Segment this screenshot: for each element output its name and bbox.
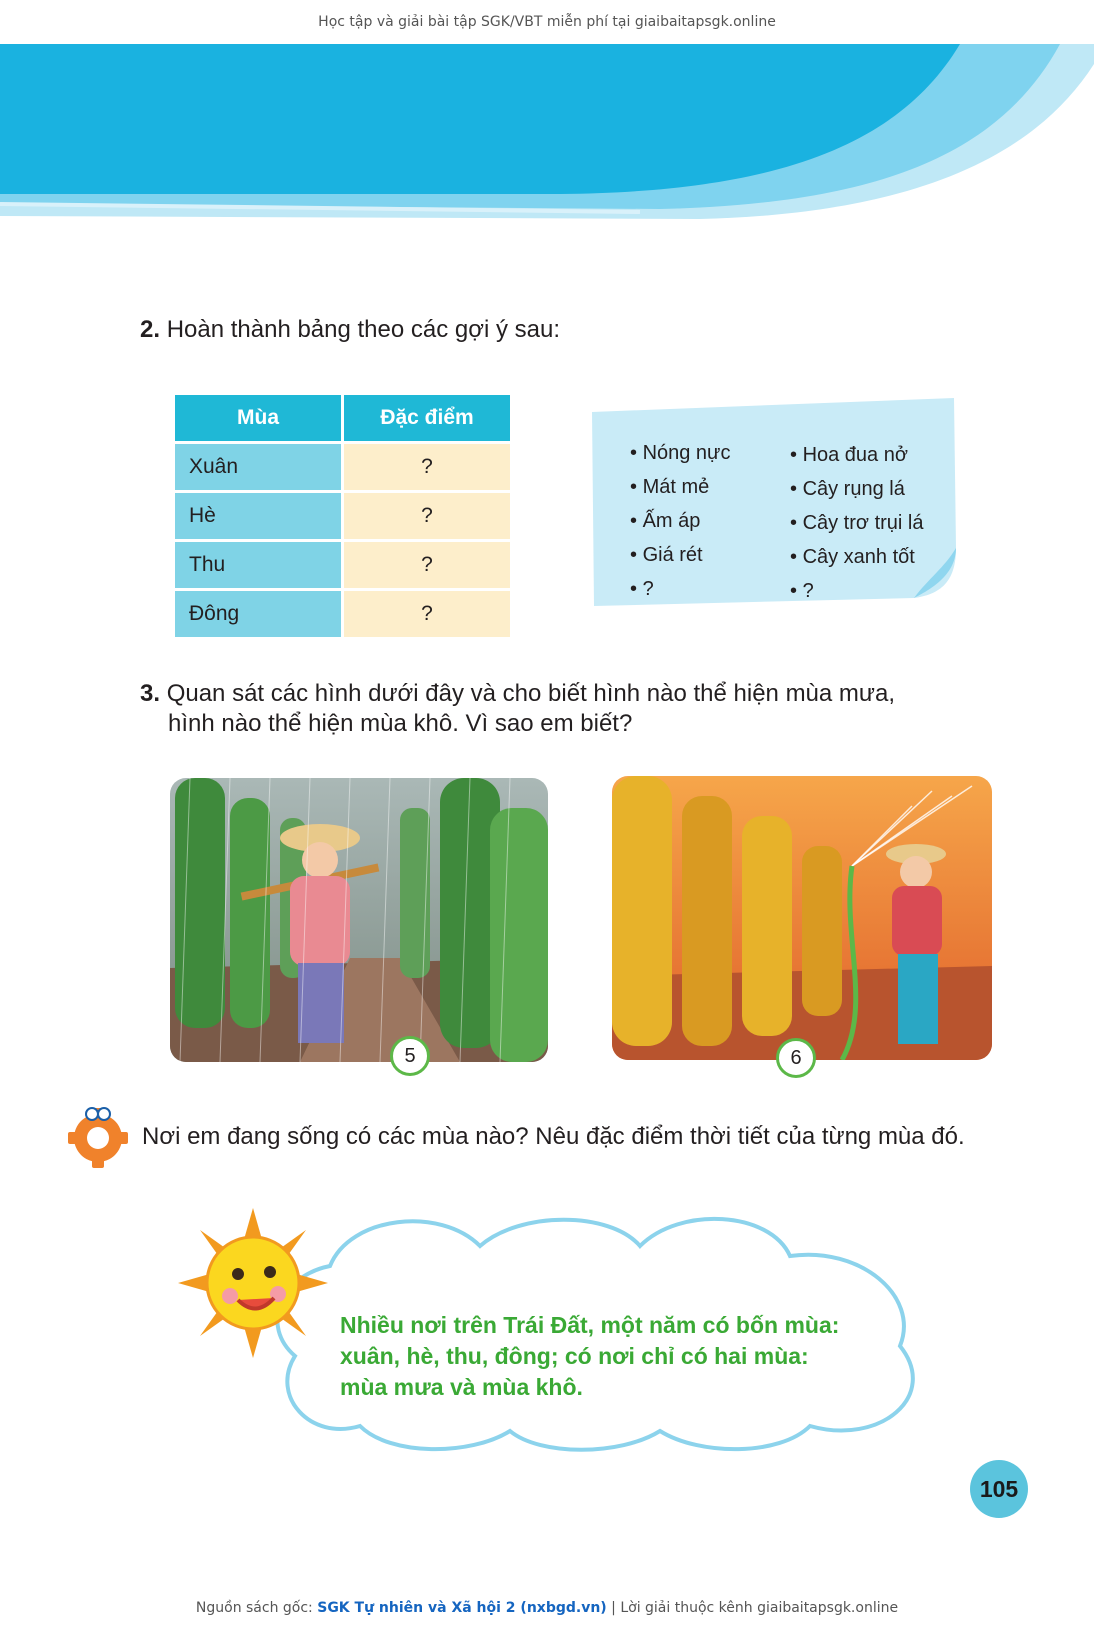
hint-item: • Ấm áp [630, 504, 730, 538]
hint-item: • Cây xanh tốt [790, 540, 923, 574]
season-cell: Hè [175, 493, 341, 539]
task2-text: Hoàn thành bảng theo các gợi ý sau: [166, 316, 561, 343]
gear-icon [60, 1100, 136, 1170]
season-cell: Thu [175, 542, 341, 588]
hint-item: • Cây rụng lá [790, 472, 923, 506]
summary-text [340, 1310, 920, 1403]
season-cell: Đông [175, 591, 341, 637]
table-row [175, 542, 510, 588]
rainy-season-image [170, 778, 548, 1062]
col-season: Mùa [175, 395, 341, 441]
footer [0, 1600, 1094, 1616]
task2-heading [140, 316, 560, 344]
hint-list-left [630, 436, 730, 606]
hint-item: • Mát mẻ [630, 470, 730, 504]
answer-cell: ? [344, 591, 510, 637]
table-row [175, 444, 510, 490]
hint-item: • Cây trơ trụi lá [790, 506, 923, 540]
rain-scene [170, 778, 548, 1062]
table-row [175, 493, 510, 539]
answer-cell: ? [344, 493, 510, 539]
header-note: Học tập và giải bài tập SGK/VBT miễn phí tại giaibaitapsgk.online [318, 14, 776, 30]
hint-item: • Giá rét [630, 538, 730, 572]
hint-list-right [790, 438, 923, 608]
practice-question: Nơi em đang sống có các mùa nào? Nêu đặc điểm thời tiết của từng mùa đó. [142, 1123, 965, 1150]
task3-heading [140, 680, 895, 708]
footer-suffix: | Lời giải thuộc kênh giaibaitapsgk.online [611, 1600, 899, 1616]
sun-icon [178, 1208, 328, 1358]
source-link[interactable]: SGK Tự nhiên và Xã hội 2 (nxbgd.vn) [317, 1600, 607, 1616]
dry-season-image [612, 776, 992, 1060]
task3-line2: hình nào thể hiện mùa khô. Vì sao em biết? [168, 710, 633, 737]
page-number: 105 [970, 1460, 1028, 1518]
task3-number: 3. [140, 680, 161, 707]
dry-scene [612, 776, 992, 1060]
hint-item: • ? [630, 572, 730, 606]
season-cell: Xuân [175, 444, 341, 490]
summary-line: xuân, hè, thu, đông; có nơi chỉ có hai mùa: [340, 1343, 809, 1369]
col-feature: Đặc điểm [344, 395, 510, 441]
answer-cell: ? [344, 542, 510, 588]
table-header-row [175, 395, 510, 441]
season-table [172, 392, 513, 640]
image-label-6: 6 [776, 1038, 816, 1078]
task3-line1: Quan sát các hình dưới đây và cho biết hình nào thể hiện mùa mưa, [166, 680, 895, 707]
summary-line: mùa mưa và mùa khô. [340, 1374, 583, 1400]
hint-item: • Hoa đua nở [790, 438, 923, 472]
task2-number: 2. [140, 316, 161, 343]
hint-item: • Nóng nực [630, 436, 730, 470]
image-label-5: 5 [390, 1036, 430, 1076]
top-banner [0, 44, 1094, 234]
hint-item: • ? [790, 574, 923, 608]
table-row [175, 591, 510, 637]
footer-prefix: Nguồn sách gốc: [195, 1600, 313, 1616]
summary-line: Nhiều nơi trên Trái Đất, một năm có bốn mùa: [340, 1312, 840, 1338]
answer-cell: ? [344, 444, 510, 490]
